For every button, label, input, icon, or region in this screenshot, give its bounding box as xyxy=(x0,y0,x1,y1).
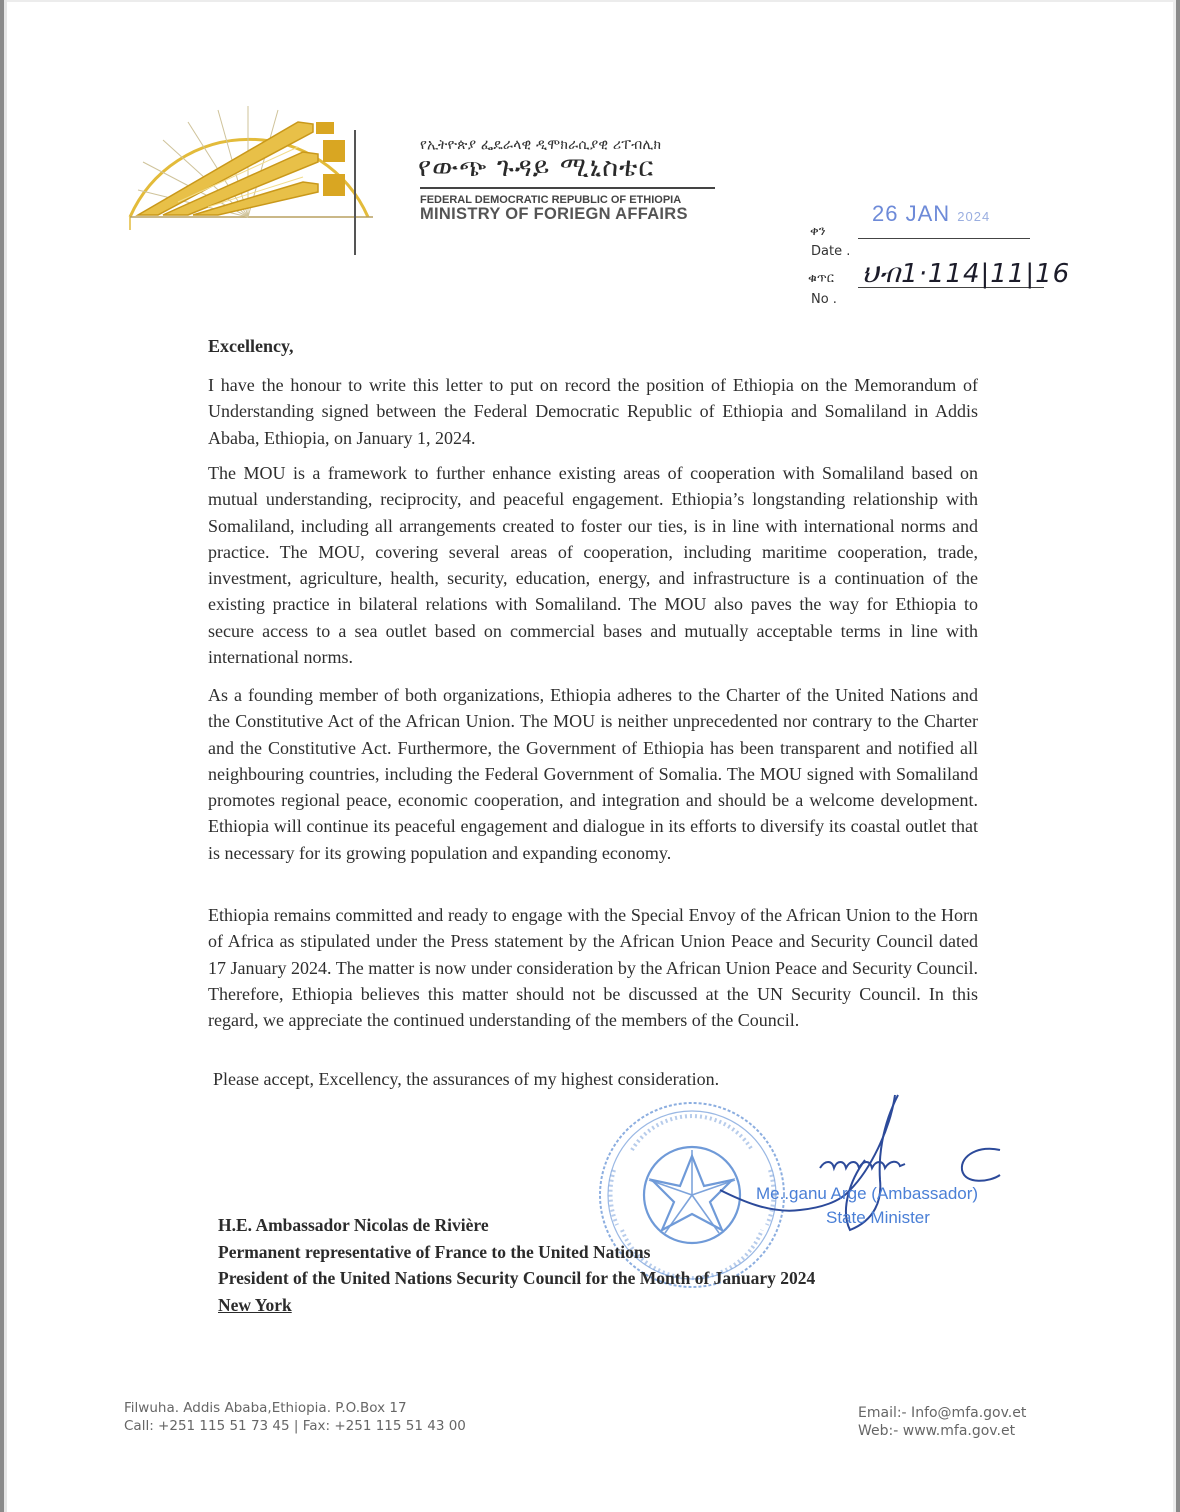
letterhead-amharic-ministry: የውጭ ጉዳይ ሚኒስቴር xyxy=(418,152,655,183)
page-left-edge-shadow xyxy=(4,0,7,1512)
no-label: No . xyxy=(811,292,837,307)
letterhead-rule xyxy=(420,187,715,189)
addressee-block xyxy=(218,1212,815,1318)
footer-contact xyxy=(124,1399,466,1435)
footer-phones: Call: +251 115 51 73 45 | Fax: +251 115 51 43 00 xyxy=(124,1418,466,1434)
addressee-role: President of the United Nations Security Council for the Month of January 2024 xyxy=(218,1268,816,1288)
signer-title: State Minister xyxy=(826,1208,930,1227)
date-label-amharic: ቀን xyxy=(810,224,826,239)
signer-name: Me..ganu Arge (Ambassador) xyxy=(756,1184,979,1203)
no-label-amharic: ቁጥር xyxy=(808,271,834,286)
paragraph-1: I have the honour to write this letter to put on record the position of Ethiopia on the Memorandum of Understanding signed between the Federal Democratic Republic of Ethiopia and Somaliland in Addis Ababa, Ethiopia, on January 1, 2024. xyxy=(208,375,978,448)
page-top-edge xyxy=(0,0,1180,2)
page-right-edge-shadow xyxy=(1173,0,1176,1512)
footer-email[interactable]: Email:- Info@mfa.gov.et xyxy=(858,1405,1027,1421)
ministry-building-emblem-icon xyxy=(118,102,393,242)
letterhead-english-ministry: MINISTRY OF FORIEGN AFFAIRS xyxy=(420,205,688,223)
addressee-position: Permanent representative of France to the United Nations xyxy=(218,1241,651,1262)
date-line xyxy=(858,238,1030,239)
letterhead-amharic-country: የኢትዮጵያ ፌዴራላዊ ዲሞክራሲያዊ ሪፐብሊክ xyxy=(420,137,662,153)
letterhead-divider xyxy=(354,130,356,255)
paragraph-4: Ethiopia remains committed and ready to engage with the Special Envoy of the African Union to the Horn of Africa as stipulated under the Press statement by the African Union Peace and Security Council dated 17 January 2024. The matter is now under consideration by the African Union Peace and Security Council. Therefore, Ethiopia believes this matter should not be discussed at the UN Security Council. In this regard, we appreciate the continued understanding of the members of the Council. xyxy=(208,905,978,1031)
date-stamp xyxy=(872,201,990,227)
paragraph-3: As a founding member of both organizations, Ethiopia adheres to the Charter of the United Nations and the Constitutive Act of the African Union. The MOU is neither unprecedented nor contrary to the Charter and the Constitutive Act. Furthermore, the Government of Ethiopia has been transparent and notified all neighbouring countries, including the Federal Government of Somalia. The MOU signed with Somaliland promotes regional peace, economic cooperation, and integration and should be a welcome development. Ethiopia will continue its peaceful engagement and dialogue in its efforts to diversify its coastal outlet that is necessary for its growing population and expanding economy. xyxy=(208,685,978,863)
paragraph-2: The MOU is a framework to further enhance existing areas of cooperation with Somaliland based on mutual understanding, reciprocity, and peaceful engagement. Ethiopia’s longstanding relationship with Somaliland, including all arrangements created to foster our ties, is in line with international norms and practice. The MOU, covering several areas of cooperation, including maritime cooperation, trade, investment, agriculture, health, security, education, energy, and infrastructure is a continuation of the existing practice in bilateral relations with Somaliland. The MOU also paves the way for Ethiopia to secure access to a sea outlet based on commercial bases and mutually acceptable terms in line with international norms. xyxy=(208,463,978,668)
page-right-edge xyxy=(1176,0,1180,1512)
salutation: Excellency, xyxy=(208,336,294,356)
footer-address: Filwuha. Addis Ababa,Ethiopia. P.O.Box 17 xyxy=(124,1400,407,1416)
date-stamp-value: 26 JAN xyxy=(872,201,951,226)
date-stamp-year: 2024 xyxy=(957,209,991,224)
date-label: Date . xyxy=(811,244,851,259)
reference-number: ህብ1·114|11|16 xyxy=(862,259,1071,289)
addressee-city: New York xyxy=(218,1294,292,1315)
footer-online xyxy=(858,1404,1026,1440)
closing-line: Please accept, Excellency, the assurances of my highest consideration. xyxy=(213,1069,720,1089)
footer-web[interactable]: Web:- www.mfa.gov.et xyxy=(858,1423,1016,1439)
letterhead-english-country: FEDERAL DEMOCRATIC REPUBLIC OF ETHIOPIA xyxy=(420,194,682,206)
addressee-name: H.E. Ambassador Nicolas de Rivière xyxy=(218,1215,489,1235)
